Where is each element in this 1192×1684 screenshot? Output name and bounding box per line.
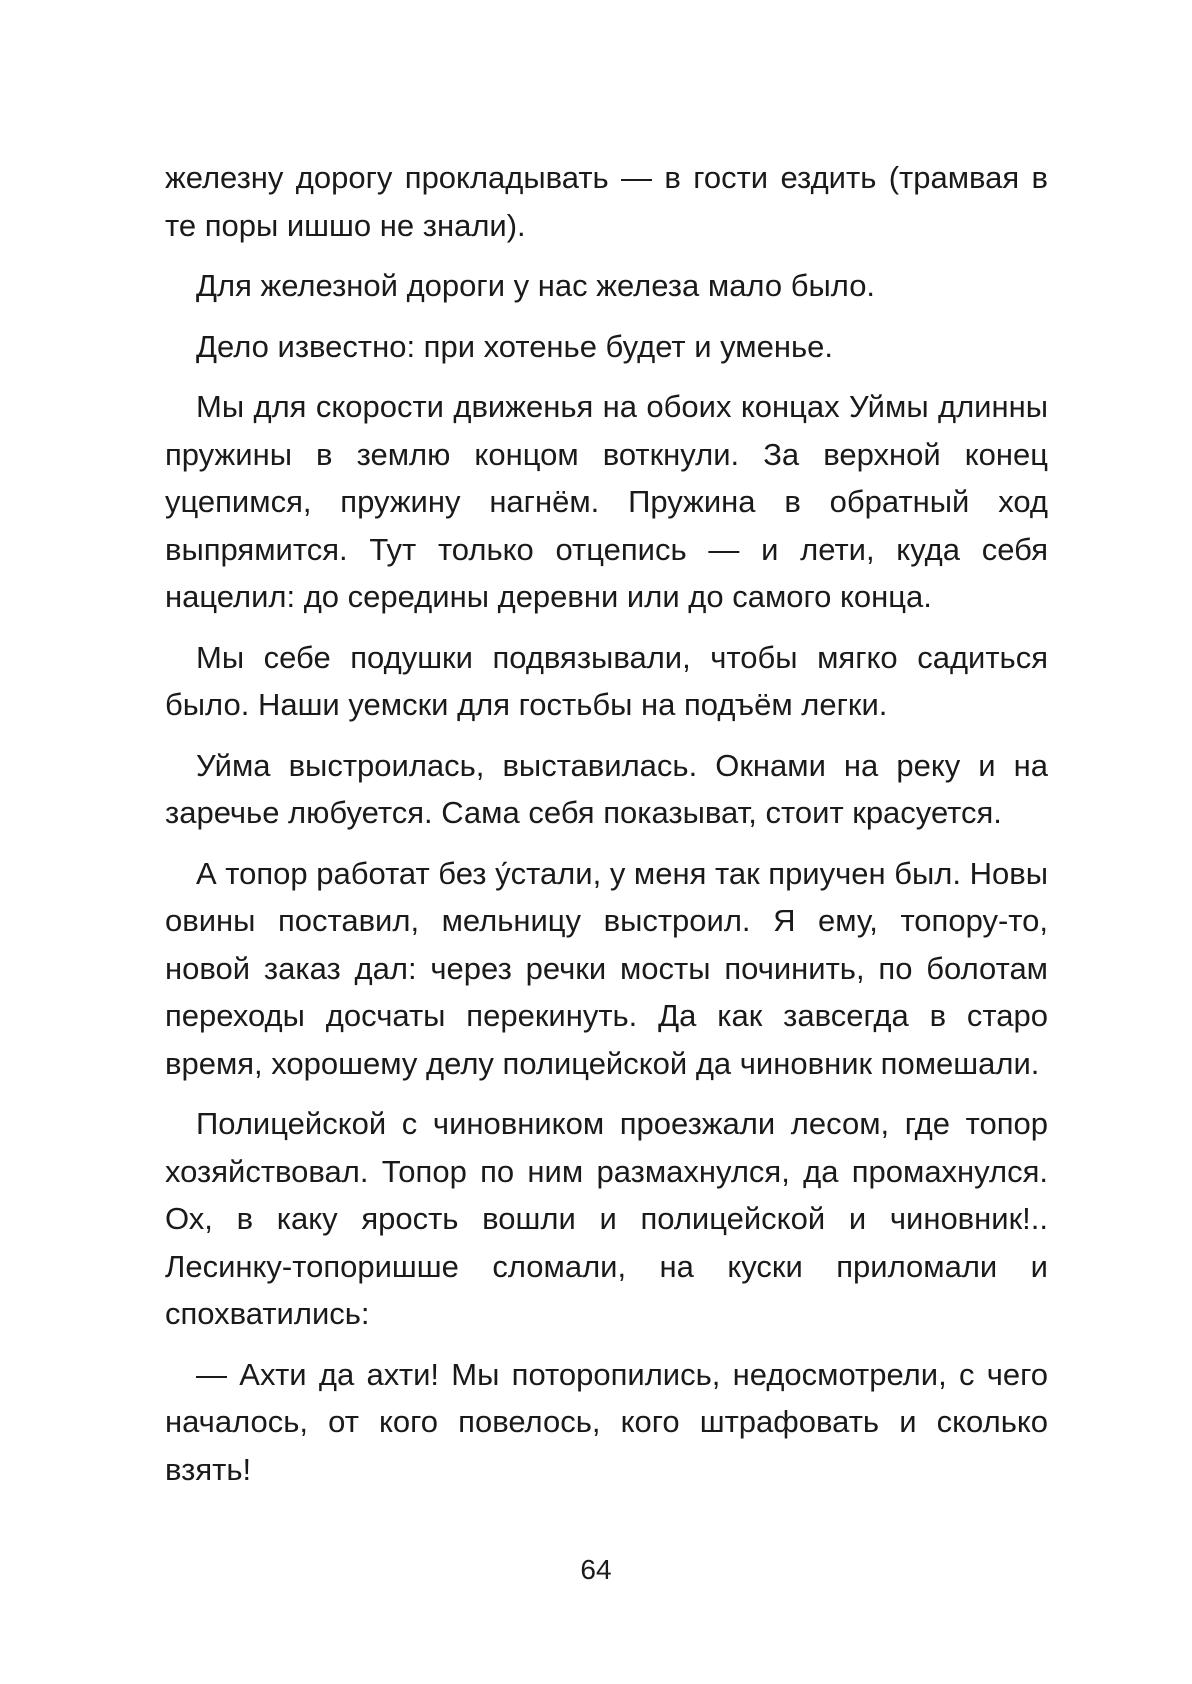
paragraph: Уйма выстроилась, выставилась. Окнами на реку и на заречье любуется. Сама себя показыват, стоит красуется. — [165, 747, 1048, 830]
paragraph: А топор работат без у́стали, у меня так приучен был. Новы овины поставил, мельницу выстроил. Я ему, топору-то, новой заказ дал: через речки мосты починить, по болотам переходы досчаты перекинуть. Да как завсегда в старо время, хорошему делу полицейской да чиновник помешали. — [165, 855, 1048, 1081]
paragraph: Полицейской с чиновником проезжали лесом, где топор хозяйствовал. Топор по ним размахнулся, да промахнулся. Ох, в каку ярость вошли и полицейской и чиновник!.. Лесинку-топоришше сломали, на куски приломали и спохватились: — [165, 1106, 1048, 1331]
page-number: 64 — [580, 1554, 612, 1585]
paragraph: Дело известно: при хотенье будет и уменье. — [196, 328, 833, 364]
paragraph: Для железной дороги у нас железа мало было. — [196, 268, 876, 303]
body-text — [165, 154, 1048, 1506]
paragraph: Мы себе подушки подвязывали, чтобы мягко садиться было. Наши уемски для гостьбы на подъём легки. — [165, 639, 1048, 722]
paragraph-continuation: железну дорогу прокладывать — в гости ездить (трамвая в те поры ишшо не знали). — [165, 160, 1048, 243]
paragraph: Мы для скорости движенья на обоих концах Уймы длинны пружины в землю концом воткнули. За верхной конец уцепимся, пружину нагнём. Пружина в обратный ход выпрямится. Тут только отцепись — и лети, куда себя нацелил: до середины деревни или до самого конца. — [165, 389, 1048, 614]
paragraph-dialogue: — Ахти да ахти! Мы поторопились, недосмотрели, с чего началось, от кого повелось, кого штрафовать и сколько взять! — [165, 1356, 1048, 1487]
